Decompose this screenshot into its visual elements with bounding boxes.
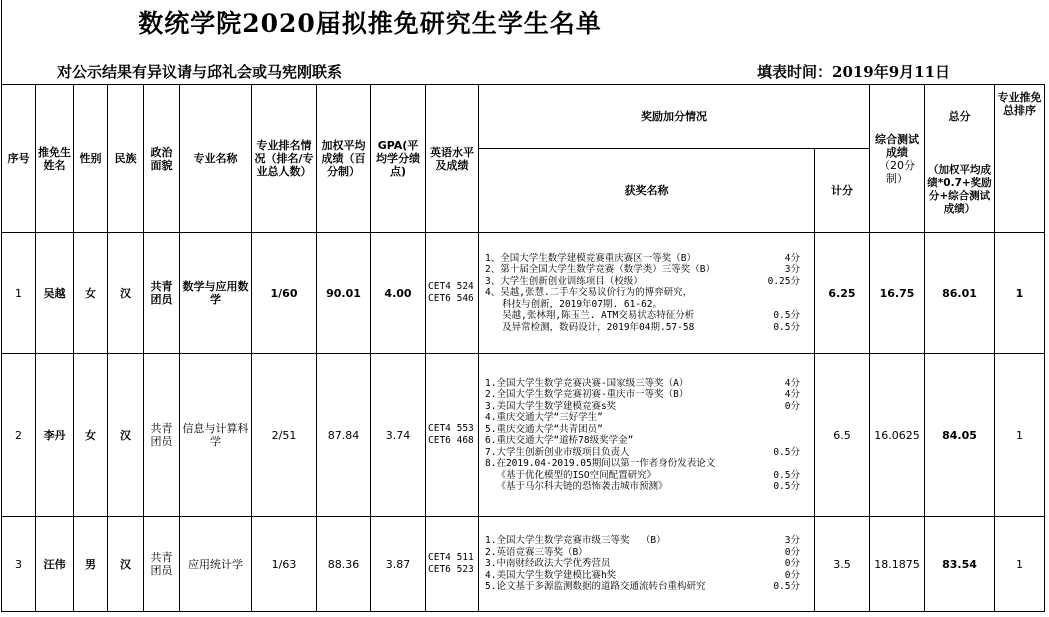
cell-total-rank: 1 bbox=[995, 517, 1045, 612]
award-line: 《基于优化模型的ISO空间配置研究》 0.5分 bbox=[485, 469, 800, 481]
award-line: 4.美国大学生数学建模比赛h奖 0分 bbox=[485, 569, 800, 581]
award-line: 1.全国大学生数学竞赛决赛-国家级三等奖（A） 4分 bbox=[485, 377, 800, 389]
cell-ethnicity: 汉 bbox=[108, 354, 144, 517]
cell-political: 共青团员 bbox=[144, 517, 180, 612]
cell-comprehensive: 16.75 bbox=[870, 233, 925, 354]
cell-english bbox=[426, 354, 479, 517]
cell-major: 数学与应用数学 bbox=[180, 233, 252, 354]
fill-time: 填表时间：2019年9月11日 bbox=[757, 63, 951, 81]
award-line: 4.重庆交通大学“三好学生” bbox=[485, 412, 603, 423]
cell-major-rank: 1/60 bbox=[252, 233, 317, 354]
header-bonus-group: 奖励加分情况 bbox=[479, 85, 870, 149]
cell-major-rank: 1/63 bbox=[252, 517, 317, 612]
header-total-rank: 专业推免总排序 bbox=[995, 85, 1045, 233]
table-row bbox=[2, 354, 1045, 517]
award-line: 4、吴越,张慧.二手车交易议价行为的博弈研究， bbox=[485, 287, 693, 299]
cell-bonus-points: 6.25 bbox=[815, 233, 870, 354]
header-major: 专业名称 bbox=[180, 85, 252, 233]
cell-awards bbox=[479, 517, 815, 612]
cell-total-rank: 1 bbox=[995, 354, 1045, 517]
award-line: 2.英语竞赛三等奖（B） 0分 bbox=[485, 546, 800, 558]
cell-gender: 女 bbox=[74, 354, 108, 517]
english-cet6: CET6 468 bbox=[428, 435, 474, 446]
cell-gender: 男 bbox=[74, 517, 108, 612]
award-line: 《基于马尔科夫链的恐怖袭击城市预测》 0.5分 bbox=[485, 481, 800, 492]
contact-notice: 对公示结果有异议请与邱礼会或马宪刚联系 bbox=[57, 63, 343, 81]
cell-name: 汪伟 bbox=[36, 517, 74, 612]
cell-ethnicity: 汉 bbox=[108, 517, 144, 612]
award-line: 及异常检测，数码设计，2019年04期.57-58 0.5分 bbox=[485, 321, 800, 333]
cell-comprehensive: 16.0625 bbox=[870, 354, 925, 517]
header-gpa: GPA(平均学分绩点) bbox=[371, 85, 426, 233]
cell-gender: 女 bbox=[74, 233, 108, 354]
header-seq: 序号 bbox=[2, 85, 36, 233]
table-row bbox=[2, 233, 1045, 354]
header-comprehensive-note: （20分制） bbox=[879, 158, 915, 185]
cell-name: 吴越 bbox=[36, 233, 74, 354]
english-cet6: CET6 546 bbox=[428, 293, 474, 304]
cell-weighted-avg: 90.01 bbox=[317, 233, 371, 354]
cell-total: 84.05 bbox=[925, 354, 995, 517]
cell-bonus-points: 6.5 bbox=[815, 354, 870, 517]
header-weighted-avg: 加权平均成绩（百分制） bbox=[317, 85, 371, 233]
header-political: 政治面貌 bbox=[144, 85, 180, 233]
cell-name: 李丹 bbox=[36, 354, 74, 517]
header-comprehensive-label: 综合测试成绩 bbox=[875, 132, 919, 159]
award-line: 5.重庆交通大学“共青团员” bbox=[485, 423, 603, 435]
cell-political: 共青团员 bbox=[144, 233, 180, 354]
cell-weighted-avg: 88.36 bbox=[317, 517, 371, 612]
cell-total: 86.01 bbox=[925, 233, 995, 354]
header-total: 总分 bbox=[925, 85, 995, 149]
cell-gpa: 3.87 bbox=[371, 517, 426, 612]
english-cet6: CET6 523 bbox=[428, 564, 474, 575]
cell-bonus-points: 3.5 bbox=[815, 517, 870, 612]
award-line: 2.全国大学生数学竞赛初赛-重庆市一等奖（B） 4分 bbox=[485, 389, 800, 400]
cell-gpa: 4.00 bbox=[371, 233, 426, 354]
english-cet4: CET4 524 bbox=[428, 281, 474, 292]
award-line: 8.在2019.04-2019.05期间以第一作者身份发表论文 bbox=[485, 458, 716, 469]
english-cet4: CET4 553 bbox=[428, 423, 474, 434]
cell-english bbox=[426, 517, 479, 612]
award-line: 科技与创新，2019年07期. 61-62。 bbox=[485, 298, 663, 310]
cell-total-rank: 1 bbox=[995, 233, 1045, 354]
cell-comprehensive: 18.1875 bbox=[870, 517, 925, 612]
header-award-name: 获奖名称 bbox=[479, 149, 815, 233]
cell-english bbox=[426, 233, 479, 354]
award-line: 吴越,张林翔,陈玉兰. ATM交易状态特征分析 0.5分 bbox=[485, 310, 800, 322]
english-cet4: CET4 511 bbox=[428, 552, 474, 563]
cell-ethnicity: 汉 bbox=[108, 233, 144, 354]
award-line: 6.重庆交通大学“道桥78级奖学金” bbox=[485, 435, 634, 446]
cell-total: 83.54 bbox=[925, 517, 995, 612]
cell-political: 共青团员 bbox=[144, 354, 180, 517]
cell-weighted-avg: 87.84 bbox=[317, 354, 371, 517]
cell-major: 信息与计算科学 bbox=[180, 354, 252, 517]
header-ethnicity: 民族 bbox=[108, 85, 144, 233]
award-line: 1、全国大学生数学建模竞赛重庆赛区一等奖（B） 4分 bbox=[485, 252, 800, 264]
cell-seq: 1 bbox=[2, 233, 36, 354]
cell-awards bbox=[479, 354, 815, 517]
header-total-note: （加权平均成绩*0.7+奖励分+综合测试成绩） bbox=[925, 149, 995, 233]
header-gender: 性别 bbox=[74, 85, 108, 233]
header-bonus-points: 计分 bbox=[815, 149, 870, 233]
cell-major-rank: 2/51 bbox=[252, 354, 317, 517]
page-title: 数统学院2020届拟推免研究生学生名单 bbox=[138, 9, 602, 38]
header-english: 英语水平及成绩 bbox=[426, 85, 479, 233]
candidate-table bbox=[1, 84, 1045, 612]
award-line: 5.论文基于多源监测数据的道路交通流转台重构研究 0.5分 bbox=[485, 581, 800, 593]
award-line: 7.大学生创新创业市级项目负责人 0.5分 bbox=[485, 446, 800, 458]
header-name: 推免生姓名 bbox=[36, 85, 74, 233]
award-line: 3.中南财经政法大学优秀营员 0分 bbox=[485, 558, 800, 570]
award-line: 3、大学生创新创业训练项目（校级） 0.25分 bbox=[485, 275, 800, 287]
cell-seq: 2 bbox=[2, 354, 36, 517]
table-row bbox=[2, 517, 1045, 612]
header-comprehensive bbox=[870, 85, 925, 233]
award-line: 2、第十届全国大学生数学竞赛（数学类）三等奖（B） 3分 bbox=[485, 264, 800, 276]
cell-seq: 3 bbox=[2, 517, 36, 612]
header-major-rank: 专业排名情况（排名/专业总人数） bbox=[252, 85, 317, 233]
cell-gpa: 3.74 bbox=[371, 354, 426, 517]
award-line: 3.美国大学生数学建模竞赛s奖 0分 bbox=[485, 400, 800, 412]
cell-awards bbox=[479, 233, 815, 354]
award-line: 1.全国大学生数学竞赛市级三等奖 （B） 3分 bbox=[485, 535, 800, 547]
cell-major: 应用统计学 bbox=[180, 517, 252, 612]
